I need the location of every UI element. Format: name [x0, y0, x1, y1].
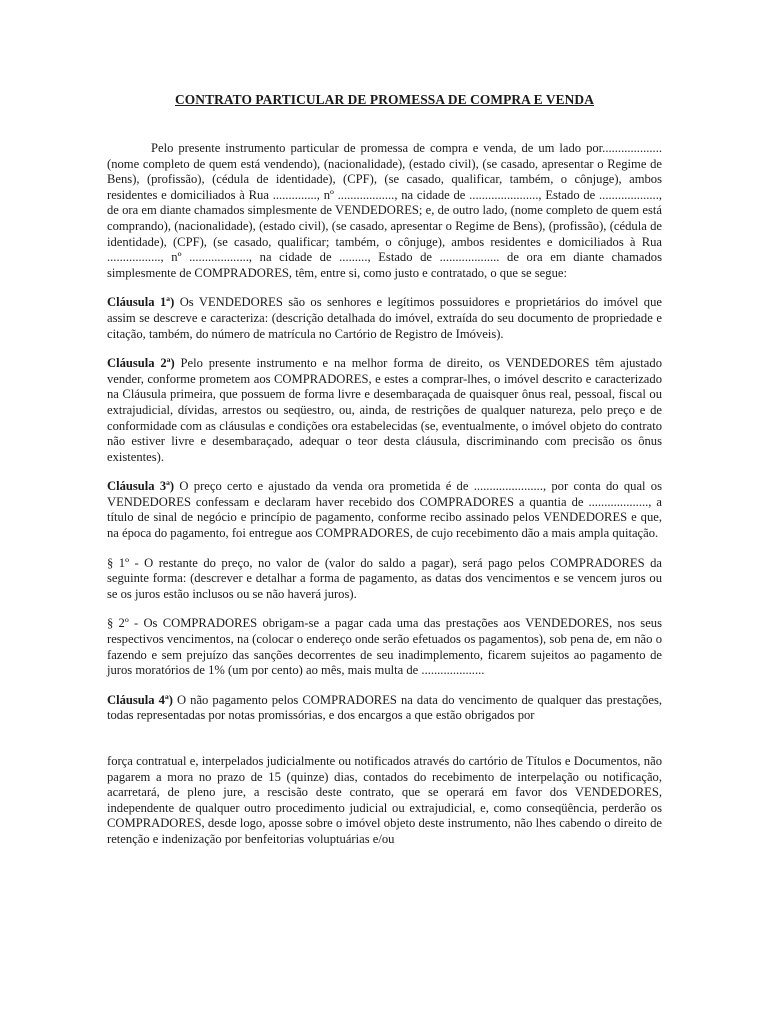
- paragraph-2-section: [107, 616, 662, 678]
- clause-1-text: Os VENDEDORES são os senhores e legítimos possuidores e proprietários do imóvel que assim se descreve e caracteriza: (descrição detalhada do imóvel, extraída do seu documento de propriedade e citação, também, do número de matrícula no Cartório de Registro de Imóveis).: [107, 295, 662, 341]
- paragraph-2-label: § 2º: [107, 616, 129, 631]
- clause-3-label: Cláusula 3ª): [107, 479, 175, 494]
- document-title: CONTRATO PARTICULAR DE PROMESSA DE COMPRA E VENDA: [175, 92, 594, 107]
- clause-1-paragraph: [107, 295, 662, 342]
- paragraph-2-text: - Os COMPRADORES obrigam-se a pagar cada uma das prestações aos VENDEDORES, nos seus respectivos vencimentos, na (colocar o endereço onde serão efetuados os pagamentos), sob pena de, em não o fazendo e sem prejuízo das sanções decorrentes de seu inadimplemento, ficarem sujeitos ao pagamento de juros moratórios de 1% (um por cento) ao mês, mais multa de ....................: [107, 616, 662, 678]
- continuation-text: força contratual e, interpelados judicialmente ou notificados através do cartório de Títulos e Documentos, não pagarem a mora no prazo de 15 (quinze) dias, contados do recebimento de interpelação ou notificação, acarretará, de pleno jure, a rescisão deste contrato, que se operará em favor dos VENDEDORES, independente de qualquer outro procedimento judicial ou extrajudicial, e, como conseqüência, perderão os COMPRADORES, desde logo, aposse sobre o imóvel objeto deste instrumento, não lhes cabendo o direito de retenção e indenização por benfeitorias voluptuárias e/ou: [107, 754, 662, 846]
- clause-4-label: Cláusula 4ª): [107, 692, 173, 707]
- clause-3-text: O preço certo e ajustado da venda ora prometida é de ......................, por conta do qual os VENDEDORES confessam e declaram haver recebido dos COMPRADORES a quantia de ..................., a título de sinal de negócio e princípio de pagamento, conforme recibo assinado pelos VENDEDORES e que, na época do pagamento, foi entregue aos COMPRADORES, de cujo recebimento dão a mais ampla quitação.: [107, 479, 662, 541]
- clause-1-label: Cláusula 1ª): [107, 295, 175, 310]
- paragraph-1-section: [107, 556, 662, 603]
- page-break: [107, 724, 662, 754]
- clause-4-paragraph: [107, 693, 662, 724]
- clause-2-text: Pelo presente instrumento e na melhor forma de direito, os VENDEDORES têm ajustado vender, conforme prometem aos COMPRADORES, e estes a comprar-lhes, o imóvel descrito e caracterizado na Cláusula primeira, que possuem de forma livre e desembaraçada de quaisquer ônus real, pessoal, fiscal ou extrajudicial, dívidas, arrestos ou seqüestro, ou, ainda, de restrições de qualquer natureza, pelo preço e de conformidade com as cláusulas e condições ora estabelecidas (se, eventualmente, o imóvel objeto do contrato não estiver livre e desembaraçado, adequar o teor desta cláusula, discriminando com precisão os ônus existentes).: [107, 356, 662, 464]
- clause-2-label: Cláusula 2ª): [107, 356, 175, 371]
- preamble-text: Pelo presente instrumento particular de promessa de compra e venda, de um lado por................... (nome completo de quem está vendendo), (nacionalidade), (estado civil), (se casado, apresentar o Regime de Bens), (profissão), (cédula de identidade), (CPF), (se casado, qualificar, também, o cônjuge), ambos residentes e domiciliados à Rua .............., nº .................., na cidade de ......................, Estado de ..................., de ora em diante chamados simplesmente de VENDEDORES; e, de outro lado, (nome completo de quem está comprando), (nacionalidade), (estado civil), (se casado, apresentar o Regime de Bens), (profissão), (cédula de identidade), (CPF), (se casado, qualificar; também, o cônjuge), ambos residentes e domiciliados à Rua ................., nº ..................., na cidade de ........., Estado de ................... de ora em diante chamados simplesmente de COMPRADORES, têm, entre si, como justo e contratado, o que se segue:: [107, 141, 662, 280]
- preamble-paragraph: [107, 141, 662, 281]
- paragraph-1-text: - O restante do preço, no valor de (valor do saldo a pagar), será pago pelos COMPRADORES da seguinte forma: (descrever e detalhar a forma de pagamento, as datas dos vencimentos e se vencem juros ou se os juros estão inclusos ou se não haverá juros).: [107, 555, 662, 601]
- clause-4-text: O não pagamento pelos COMPRADORES na data do vencimento de qualquer das prestações, todas representadas por notas promissórias, e dos encargos a que estão obrigados por: [107, 692, 662, 723]
- clause-2-paragraph: [107, 356, 662, 465]
- paragraph-1-label: § 1º: [107, 555, 129, 570]
- continuation-paragraph: [107, 754, 662, 848]
- clause-3-paragraph: [107, 479, 662, 541]
